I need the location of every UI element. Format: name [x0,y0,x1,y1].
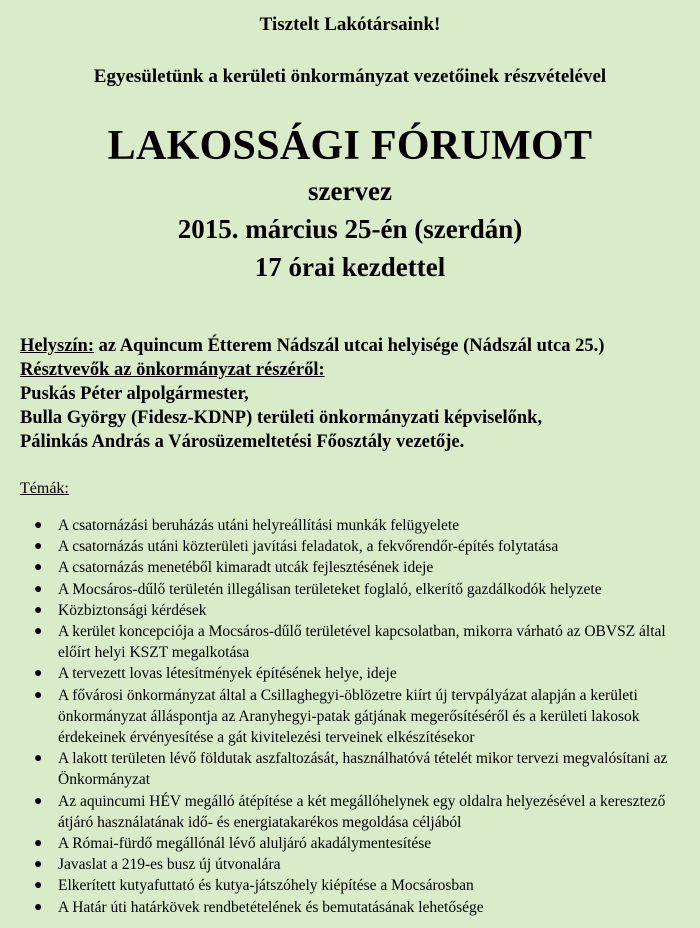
topics-list [30,515,670,918]
bullet-icon: ● [34,581,43,597]
list-item: ● Javaslat a 219-es busz új útvonalára [30,854,670,875]
organizes-word: szervez [308,176,392,206]
participant-3: Pálinkás András a Városüzemeltetési Főosztály vezetője. [20,432,465,452]
event-time: 17 órai kezdettel [254,252,446,282]
bullet-icon: ● [34,899,43,915]
list-item: ● A fővárosi önkormányzat által a Csillaghegyi-öblözetre kiírt új tervpályázat alapján a kerületi önkormányzat álláspontja az Aranyhegyi-patak gátjának megerősítéséről és a kerületi lakosok érdekeinek érvényesítése a gát kivitelezési terveinek elkészítésekor [34,686,640,747]
participants-label: Résztvevők az önkormányzat részéről: [20,360,325,380]
list-item: ● A kerület koncepciója a Mocsáros-dűlő területével kapcsolatban, mikorra várható az OBVSZ által előírt helyi KSZT megalkotása [34,623,666,662]
list-item: ● A csatornázási beruházás utáni helyreállítási munkák felügyelete [30,515,670,536]
bullet-icon: ● [34,539,43,555]
list-item: ● A Római-fürdő megállónál lévő aluljáró akadálymentesítése [30,833,670,854]
event-info [20,334,690,454]
location-line [20,334,690,358]
list-item: ● A tervezett lovas létesítmények építésének helye, ideje [30,663,670,684]
bullet-icon: ● [34,624,43,640]
bullet-icon: ● [34,793,43,809]
bullet-icon: ● [34,666,43,682]
participant-2: Bulla György (Fidesz-KDNP) területi önkormányzati képviselőnk, [20,408,543,428]
bullet-icon: ● [34,518,43,533]
list-item: ● A csatornázás menetéből kimaradt utcák fejlesztésének ideje [30,557,670,578]
list-item: ● Közbiztonsági kérdések [30,600,670,621]
bullet-icon: ● [34,857,43,873]
list-item: ● Az aquincumi HÉV megálló átépítése a két megállóhelynek egy oldalra helyezésével a keresztező átjáró használatának idő- és energiatakarékos megoldása céljából [34,792,666,831]
list-item: ● A lakott területen lévő földutak aszfaltozását, használhatóvá tételét mikor tervezi megvalósítani az Önkormányzat [34,750,668,789]
bullet-icon: ● [34,751,43,767]
bullet-icon: ● [34,560,43,576]
list-item: ● A Mocsáros-dűlő területén illegálisan területeket foglaló, elkerítő gazdálkodók helyzete [30,579,670,600]
list-item: ● A Határ úti határkövek rendbetételének és bemutatásának lehetősége [30,897,670,918]
event-date: 2015. március 25-én (szerdán) [177,214,523,244]
intro-line: Egyesületünk a kerületi önkormányzat vezetőinek részvételével [93,66,607,87]
bullet-icon: ● [34,687,43,703]
list-item: ● A csatornázás utáni közterületi javítási feladatok, a fekvőrendőr-építés folytatása [30,536,670,557]
participant-1: Puskás Péter alpolgármester, [20,384,249,404]
location-text: az Aquincum Étterem Nádszál utcai helyisége (Nádszál utca 25.) [94,336,605,356]
bullet-icon: ● [34,878,43,894]
location-label: Helyszín: [20,336,94,356]
topics-title: Témák: [20,480,69,497]
headline: LAKOSSÁGI FÓRUMOT [107,123,593,169]
bullet-icon: ● [34,836,43,852]
list-item: ● Elkerített kutyafuttató és kutya-játszóhely kiépítése a Mocsárosban [30,875,670,896]
bullet-icon: ● [34,602,43,618]
greeting: Tisztelt Lakótársaink! [259,14,441,35]
